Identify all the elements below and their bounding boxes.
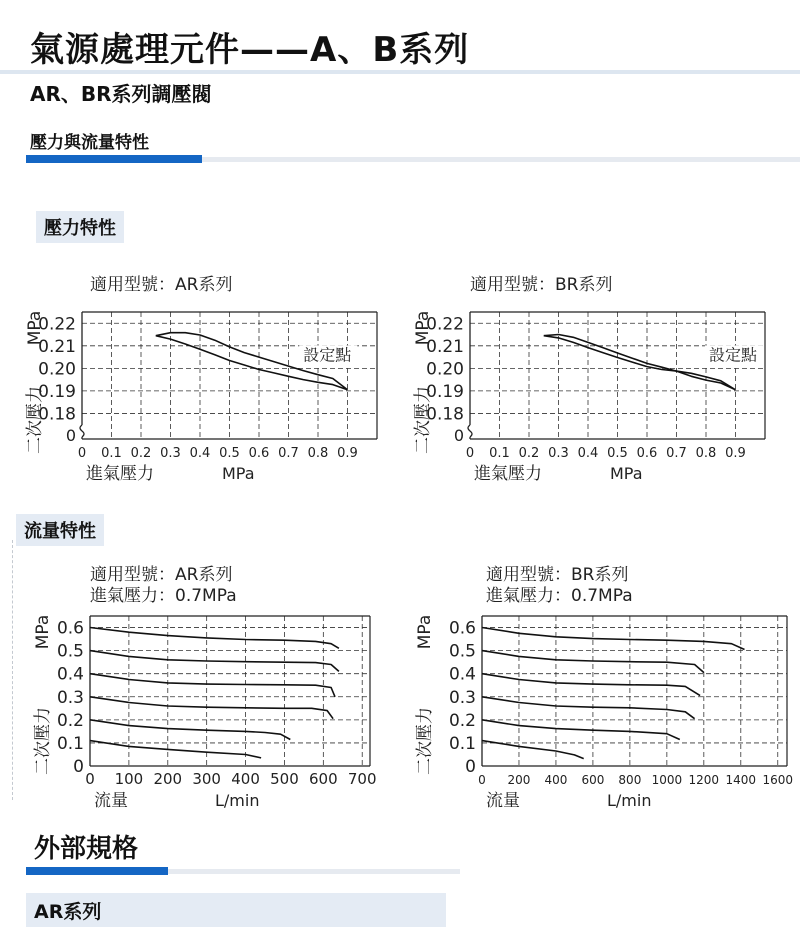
y-tick-label: 0.4 [448, 664, 476, 685]
y-tick-label: 0.1 [448, 733, 476, 754]
x-tick-label: 1000 [651, 773, 683, 787]
series-line-5 [90, 720, 290, 740]
flow-section-divider [12, 540, 13, 800]
x-tick-label: 1600 [762, 773, 794, 787]
x-tick-label: 200 [507, 773, 531, 787]
y-axis-label: 二次壓力 [33, 707, 53, 775]
x-tick-label: 0.1 [101, 446, 122, 461]
y-tick-label: 0.19 [38, 381, 76, 402]
series-line-2 [90, 651, 339, 672]
y-tick-label: 0.1 [56, 733, 84, 754]
x-tick-label: 0.7 [278, 446, 299, 461]
x-tick-label: 0.5 [219, 446, 240, 461]
y-tick-label: 0.5 [448, 641, 476, 662]
pressure-characteristics-tag: 壓力特性 [36, 211, 124, 243]
x-tick-label: 0.3 [548, 446, 569, 461]
x-tick-label: 1400 [725, 773, 757, 787]
x-tick-label: 0.6 [636, 446, 658, 461]
y-tick-label: 0.3 [56, 687, 84, 708]
x-tick-label: 500 [270, 770, 299, 788]
pressure-chart-br [398, 268, 788, 498]
x-axis-unit: L/min [215, 791, 260, 810]
x-tick-label: 0.4 [577, 446, 599, 461]
y-tick-label: 0.6 [56, 618, 84, 639]
x-tick-label: 400 [231, 770, 260, 788]
y-axis-unit: MPa [25, 310, 45, 346]
y-tick-label: 0.19 [426, 381, 464, 402]
x-axis-unit: L/min [607, 791, 652, 810]
flow-characteristics-tag: 流量特性 [16, 514, 104, 546]
y-tick-label: 0 [73, 757, 84, 777]
x-tick-label: 0.4 [189, 446, 211, 461]
series-line-3 [482, 674, 700, 696]
x-axis-label: 流量 [486, 791, 520, 811]
y-tick-label: 0.6 [448, 618, 476, 639]
x-tick-label: 0.1 [489, 446, 510, 461]
x-tick-label: 0 [478, 773, 486, 787]
y-tick-label: 0.22 [38, 314, 76, 335]
page-title: 氣源處理元件——A、B系列 [30, 30, 470, 70]
x-tick-label: 400 [544, 773, 568, 787]
x-tick-label: 0.3 [160, 446, 181, 461]
x-tick-label: 0.6 [248, 446, 270, 461]
y-tick-label: 0.21 [426, 336, 464, 357]
x-tick-label: 0.9 [337, 446, 358, 461]
x-tick-label: 100 [114, 770, 144, 788]
x-tick-label: 600 [581, 773, 605, 787]
pressure-chart-ar [10, 268, 390, 498]
y-axis-unit: MPa [33, 614, 53, 650]
x-tick-label: 0 [465, 446, 475, 461]
y-tick-label: 0.22 [426, 314, 464, 335]
y-tick-label-zero: 0 [453, 426, 464, 445]
external-spec-title: 外部規格 [34, 834, 139, 864]
x-axis-label: 流量 [94, 791, 128, 811]
chart-title: 適用型號：BR系列 [486, 565, 629, 585]
series-line-4 [90, 697, 333, 719]
series-line-4 [482, 697, 695, 719]
series-line-1 [90, 628, 339, 649]
flow-chart-br [400, 556, 795, 811]
x-tick-label: 300 [192, 770, 221, 788]
series-line-2 [482, 651, 704, 673]
page-subtitle: AR、BR系列調壓閥 [30, 82, 212, 106]
y-tick-label: 0.2 [448, 710, 476, 731]
x-axis-label: 進氣壓力 [86, 464, 154, 484]
x-axis-unit: MPa [222, 464, 255, 483]
y-tick-label: 0.20 [426, 359, 464, 380]
x-tick-label: 0 [85, 770, 95, 788]
x-tick-label: 0.7 [666, 446, 687, 461]
y-axis-unit: MPa [415, 614, 435, 650]
external-band-accent [26, 867, 168, 875]
y-axis-label: 二次壓力 [413, 386, 433, 454]
x-tick-label: 800 [618, 773, 642, 787]
external-band-rule [168, 869, 460, 874]
y-tick-label: 0 [465, 757, 476, 777]
x-axis-unit: MPa [610, 464, 643, 483]
axis-break-mark [80, 425, 84, 437]
x-tick-label: 600 [309, 770, 338, 788]
chart-title: 適用型號：AR系列 [90, 565, 233, 585]
y-tick-label: 0.3 [448, 687, 476, 708]
y-tick-label: 0.20 [38, 359, 76, 380]
x-tick-label: 700 [347, 770, 377, 788]
chart-subtitle: 進氣壓力：0.7MPa [90, 586, 237, 606]
series-label: AR系列 [34, 901, 102, 923]
section-band-accent [26, 155, 202, 163]
y-axis-unit: MPa [413, 310, 433, 346]
x-tick-label: 0.2 [130, 446, 152, 461]
series-line-1 [482, 628, 745, 650]
x-tick-label: 0.8 [695, 446, 717, 461]
series-line-5 [482, 720, 680, 740]
series-line-3 [90, 674, 335, 697]
y-tick-label: 0.2 [56, 710, 84, 731]
title-rule [0, 70, 800, 74]
y-axis-label: 二次壓力 [415, 707, 435, 775]
y-tick-label-zero: 0 [65, 426, 76, 445]
y-tick-label: 0.5 [56, 641, 84, 662]
x-tick-label: 200 [153, 770, 183, 788]
x-tick-label: 0.2 [518, 446, 540, 461]
x-tick-label: 0.8 [307, 446, 329, 461]
x-tick-label: 0.9 [725, 446, 746, 461]
x-tick-label: 1200 [688, 773, 720, 787]
x-tick-label: 0 [77, 446, 87, 461]
chart-title: 適用型號：AR系列 [90, 275, 233, 295]
section-title: 壓力與流量特性 [30, 133, 149, 153]
axis-break-mark [468, 425, 472, 437]
y-tick-label: 0.18 [38, 404, 76, 425]
section-band-rule [202, 157, 800, 162]
x-axis-label: 進氣壓力 [474, 464, 542, 484]
chart-subtitle: 進氣壓力：0.7MPa [486, 586, 633, 606]
y-tick-label: 0.18 [426, 404, 464, 425]
y-axis-label: 二次壓力 [25, 386, 45, 454]
chart-title: 適用型號：BR系列 [470, 275, 613, 295]
y-tick-label: 0.4 [56, 664, 84, 685]
x-tick-label: 0.5 [607, 446, 628, 461]
y-tick-label: 0.21 [38, 336, 76, 357]
set-point-annotation: 設定點 [303, 345, 352, 365]
flow-chart-ar [18, 556, 390, 811]
set-point-annotation: 設定點 [708, 345, 757, 365]
